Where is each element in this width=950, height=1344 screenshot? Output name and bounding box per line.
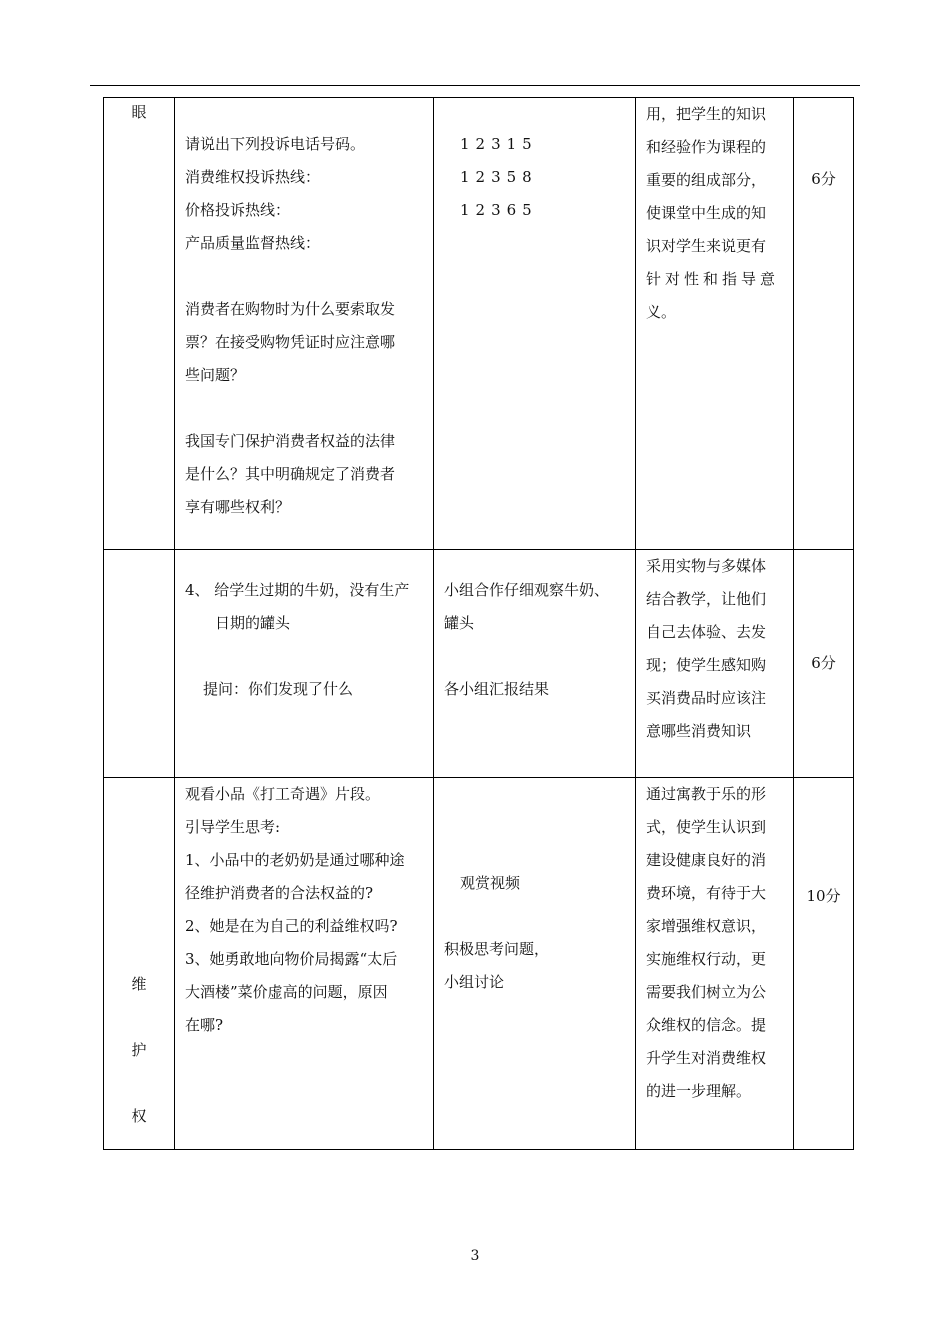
activity-cell	[434, 550, 636, 778]
intent-line: 实施维权行动，更	[646, 950, 767, 968]
content-line: 径维护消费者的合法权益的?	[185, 884, 374, 902]
intent-line: 意哪些消费知识	[646, 722, 752, 740]
content-line: 是什么？其中明确规定了消费者	[185, 465, 396, 483]
intent-line: 识对学生来说更有	[646, 237, 767, 255]
intent-line: 众维权的信念。提	[646, 1016, 767, 1034]
header-rule	[90, 85, 860, 86]
intent-line: 家增强维权意识，	[646, 917, 767, 935]
content-line: 大酒楼”菜价虚高的问题，原因	[185, 983, 388, 1001]
stage-char: 维	[131, 975, 147, 993]
intent-line: 通过寓教于乐的形	[646, 785, 767, 803]
content-line: 些问题？	[185, 366, 246, 384]
stage-cell	[104, 550, 175, 778]
intent-line: 用，把学生的知识	[646, 105, 767, 123]
time-cell	[794, 778, 854, 1150]
activity-line: 各小组汇报结果	[444, 680, 550, 698]
intent-cell	[636, 550, 794, 778]
hotline-number: 12365	[460, 201, 538, 219]
intent-line: 自己去体验、去发	[646, 623, 767, 641]
intent-line: 和经验作为课程的	[646, 138, 767, 156]
stage-cell	[104, 98, 175, 550]
activity-line: 观赏视频	[460, 874, 521, 892]
table-row	[104, 778, 854, 1150]
intent-line: 建设健康良好的消	[646, 851, 767, 869]
intent-line: 结合教学，让他们	[646, 590, 767, 608]
content-line: 观看小品《打工奇遇》片段。	[185, 785, 381, 803]
content-line: 票？在接受购物凭证时应注意哪	[185, 333, 396, 351]
intent-line: 针对性和指导意	[646, 270, 780, 288]
content-line: 3、她勇敢地向物价局揭露“太后	[185, 950, 398, 968]
intent-line: 式，使学生认识到	[646, 818, 767, 836]
intent-line: 费环境，有待于大	[646, 884, 767, 902]
content-line: 日期的罐头	[215, 614, 291, 632]
time-value: 10分	[806, 887, 841, 905]
intent-line: 义。	[646, 303, 677, 321]
intent-line: 的进一步理解。	[646, 1082, 752, 1100]
content-line: 消费者在购物时为什么要索取发	[185, 300, 396, 318]
content-cell	[175, 98, 434, 550]
intent-line: 需要我们树立为公	[646, 983, 767, 1001]
activity-line: 罐头	[444, 614, 475, 632]
intent-line: 现；使学生感知购	[646, 656, 767, 674]
intent-line: 买消费品时应该注	[646, 689, 767, 707]
stage-char: 护	[131, 1041, 147, 1059]
time-cell	[794, 550, 854, 778]
content-line: 享有哪些权利？	[185, 498, 291, 516]
time-value: 6分	[811, 654, 836, 672]
stage-label: 眼	[131, 103, 147, 121]
intent-cell	[636, 778, 794, 1150]
intent-line: 采用实物与多媒体	[646, 557, 767, 575]
content-line: 4、 给学生过期的牛奶，没有生产	[185, 581, 410, 599]
activity-line: 小组合作仔细观察牛奶、	[444, 581, 610, 599]
intent-cell	[636, 98, 794, 550]
hotline-number: 12358	[460, 168, 538, 186]
content-line: 引导学生思考:	[185, 818, 281, 836]
content-line: 价格投诉热线：	[185, 201, 291, 219]
activity-cell	[434, 778, 636, 1150]
intent-line: 升学生对消费维权	[646, 1049, 767, 1067]
content-line: 我国专门保护消费者权益的法律	[185, 432, 396, 450]
content-cell	[175, 778, 434, 1150]
content-line: 1、小品中的老奶奶是通过哪种途	[185, 851, 405, 869]
activity-line: 积极思考问题，	[444, 940, 550, 958]
content-cell	[175, 550, 434, 778]
hotline-number: 12315	[460, 135, 538, 153]
stage-cell	[104, 778, 175, 1150]
page-number: 3	[470, 1248, 480, 1264]
content-line: 2、她是在为自己的利益维权吗?	[185, 917, 398, 935]
intent-line: 重要的组成部分，	[646, 171, 767, 189]
content-line: 提问：你们发现了什么	[203, 680, 354, 698]
table-row	[104, 550, 854, 778]
content-line: 产品质量监督热线：	[185, 234, 321, 252]
content-line: 消费维权投诉热线：	[185, 168, 321, 186]
time-value: 6分	[811, 170, 836, 188]
activity-cell	[434, 98, 636, 550]
lesson-plan-table	[103, 97, 854, 1150]
content-line: 请说出下列投诉电话号码。	[185, 135, 366, 153]
activity-line: 小组讨论	[444, 973, 505, 991]
content-line: 在哪?	[185, 1016, 224, 1034]
stage-char: 权	[131, 1107, 147, 1125]
time-cell	[794, 98, 854, 550]
table-row	[104, 98, 854, 550]
intent-line: 使课堂中生成的知	[646, 204, 767, 222]
